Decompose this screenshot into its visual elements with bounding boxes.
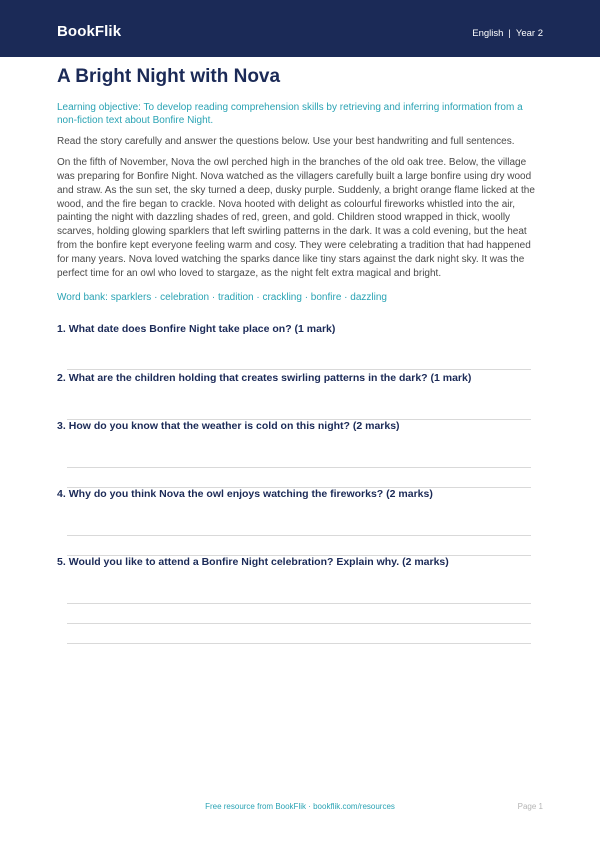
question-4 bbox=[57, 488, 543, 501]
meta-separator: | bbox=[508, 28, 511, 39]
question-text: How do you know that the weather is cold on this night? (2 marks) bbox=[68, 420, 400, 432]
subject-label: English bbox=[472, 28, 504, 39]
learning-objective: Learning objective: To develop reading comprehension skills by retrieving and inferring information from a non-fiction text about Bonfire Night. bbox=[57, 102, 523, 126]
subject-year bbox=[472, 28, 543, 39]
word-bank: Word bank: sparklers · celebration · tradition · crackling · bonfire · dazzling bbox=[57, 291, 387, 303]
question-number: 4. bbox=[57, 488, 66, 500]
answer-line[interactable] bbox=[67, 535, 531, 536]
answer-line[interactable] bbox=[67, 369, 531, 370]
question-text: What are the children holding that creates swirling patterns in the dark? (1 mark) bbox=[68, 372, 472, 384]
answer-line[interactable] bbox=[67, 467, 531, 468]
page-title: A Bright Night with Nova bbox=[57, 66, 281, 87]
question-text: What date does Bonfire Night take place on? (1 mark) bbox=[68, 323, 336, 335]
answer-line[interactable] bbox=[67, 643, 531, 644]
footer-resource-link[interactable]: Free resource from BookFlik · bookflik.com/resources bbox=[205, 802, 395, 811]
question-3 bbox=[57, 420, 543, 433]
page-header bbox=[0, 0, 600, 57]
question-number: 5. bbox=[57, 556, 66, 568]
question-number: 1. bbox=[57, 323, 66, 335]
question-1 bbox=[57, 323, 543, 336]
question-number: 3. bbox=[57, 420, 66, 432]
answer-line[interactable] bbox=[67, 623, 531, 624]
question-2 bbox=[57, 372, 543, 385]
question-number: 2. bbox=[57, 372, 66, 384]
question-text: Would you like to attend a Bonfire Night celebration? Explain why. (2 marks) bbox=[68, 556, 449, 568]
page-number: Page 1 bbox=[517, 802, 543, 811]
worksheet-body bbox=[57, 66, 543, 304]
story-text: On the fifth of November, Nova the owl perched high in the branches of the old oak tree. Below, the village was preparing for Bonfire Night. Nova watched as the villagers carefully built a large bonfire using dry wood and straw. As the sun set, the sky turned a deep, dusky purple. Suddenly, a bright orange flame licked at the wood, and the fire began to crackle. Nova hooted with delight as colourful fireworks whistled into the air, painting the night with dazzling shades of red, green, and gold. Children stood wrapped in thick, woolly scarves, holding glowing sparklers that left swirling patterns in the dark. It was a cold evening, but the heat from the bonfire kept everyone feeling warm and cosy. They were celebrating a tradition that had happened for many years. Nova loved watching the sparks dance like tiny stars against the dark night sky. It was the perfect time for an owl who loved to stargaze, as the night felt extra magical and bright. bbox=[57, 157, 535, 279]
question-5 bbox=[57, 556, 543, 569]
question-text: Why do you think Nova the owl enjoys watching the fireworks? (2 marks) bbox=[68, 488, 433, 500]
year-label: Year 2 bbox=[515, 28, 543, 39]
instructions: Read the story carefully and answer the questions below. Use your best handwriting and full sentences. bbox=[57, 136, 515, 147]
brand-logo: BookFlik bbox=[57, 23, 122, 40]
answer-line[interactable] bbox=[67, 603, 531, 604]
